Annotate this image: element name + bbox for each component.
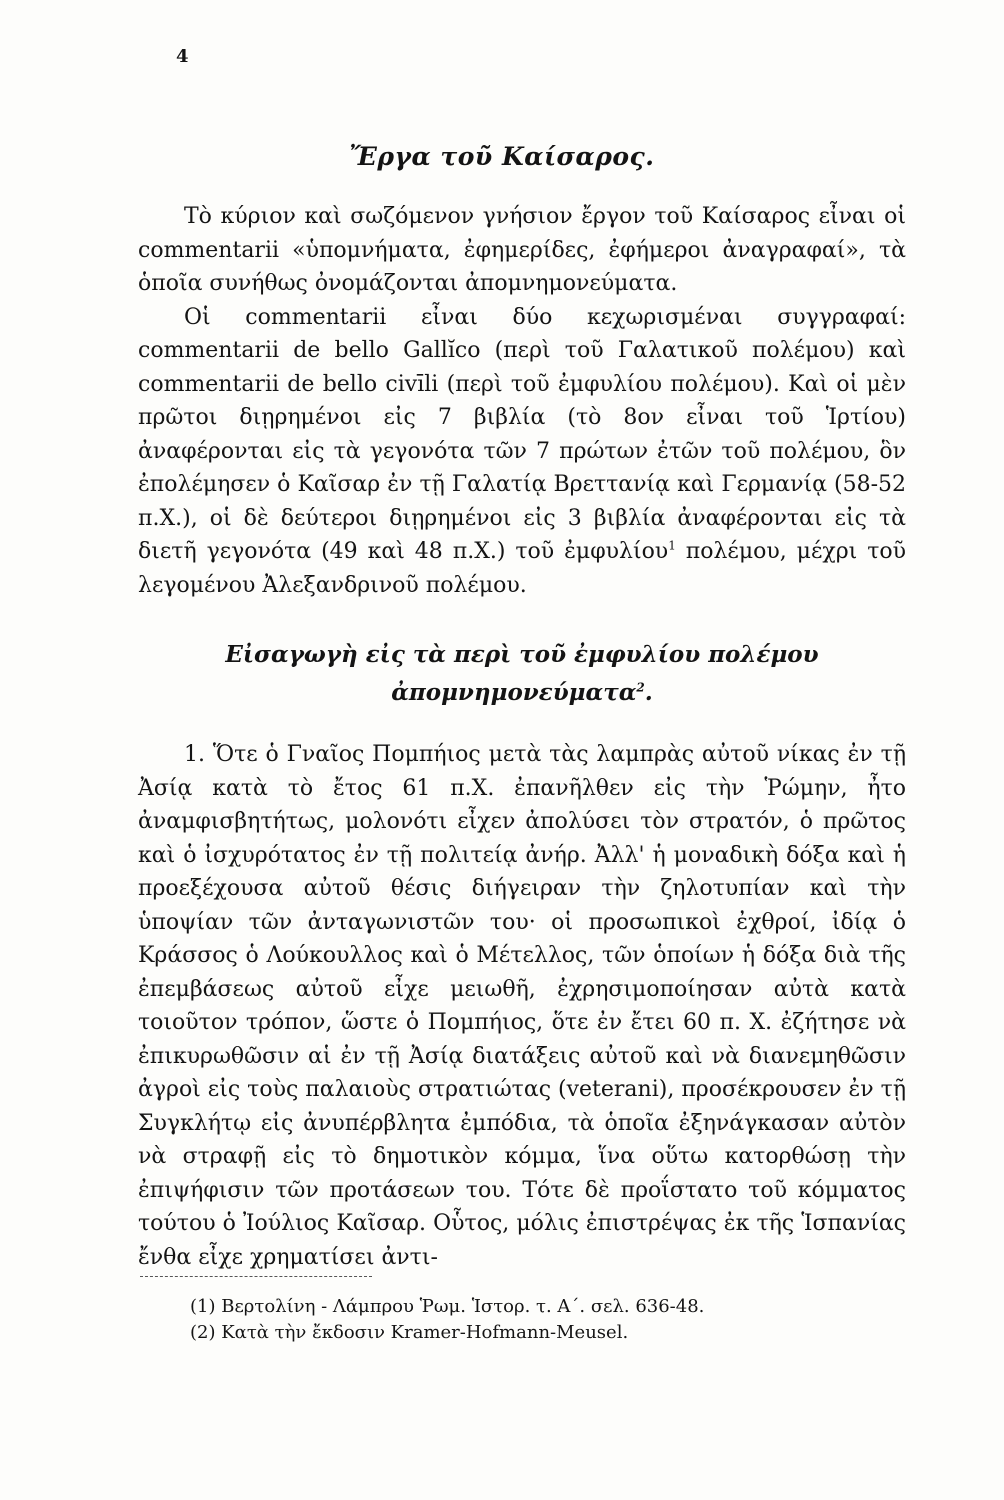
intro-paragraph-2-end: πολέμου, μέχρι τοῦ λεγομένου Ἀλεξανδρινοῦ πολέμου. [138,539,906,598]
footnote-mark-2: 2 [636,680,645,695]
footnote-mark-1: 1 [668,538,676,553]
section-body [138,738,906,1274]
intro-section [138,200,906,602]
paragraph-number: 1. [184,742,205,767]
page-number: 4 [176,46,189,67]
footnotes [190,1294,704,1346]
footnote-1-text: Βερτολίνη - Λάμπρου Ῥωμ. Ἱστορ. τ. Α΄. σελ. 636-48. [221,1296,705,1317]
footnote-2-text: Κατὰ τὴν ἔκδοσιν Kramer-Hofmann-Meusel. [221,1322,629,1343]
section-paragraph-1-text: Ὅτε ὁ Γναῖος Πομπήιος μετὰ τὰς λαμπρὰς αὐτοῦ νίκας ἐν τῇ Ἀσίᾳ κατὰ τὸ ἔτος 61 π.Χ. ἐπανῆλθεν εἰς τὴν Ῥώμην, ἦτο ἀναμφισβητήτως, μολονότι εἶχεν ἀπολύσει τὸν στρατόν, ὁ πρῶτος καὶ ὁ ἰσχυρότατος ἐν τῇ πολιτείᾳ ἀνήρ. Ἀλλ' ἡ μοναδικὴ δόξα καὶ ἡ προεξέχουσα αὐτοῦ θέσις διήγειραν τὴν ζηλοτυπίαν καὶ τὴν ὑποψίαν τῶν ἀνταγωνιστῶν του· οἱ προσωπικοὶ ἐχθροί, ἰδίᾳ ὁ Κράσσος ὁ Λούκουλλος καὶ ὁ Μέτελλος, τῶν ὁποίων ἡ δόξα διὰ τῆς ἐπεμβάσεως αὐτοῦ εἶχε μειωθῆ, ἐχρησιμοποίησαν αὐτὰ κατὰ τοιοῦτον τρόπον, ὥστε ὁ Πομπήιος, ὅτε ἐν ἔτει 60 π. Χ. ἐζήτησε νὰ ἐπικυρωθῶσιν αἱ ἐν τῇ Ἀσίᾳ διατάξεις αὐτοῦ καὶ νὰ διανεμηθῶσιν ἀγροὶ εἰς τοὺς παλαιοὺς στρατιώτας (veterani), προσέκρουσεν ἐν τῇ Συγκλήτῳ εἰς ἀνυπέρβλητα ἐμπόδια, τὰ ὁποῖα ἐξηνάγκασαν αὐτὸν νὰ στραφῇ εἰς τὸ δημοτικὸν κόμμα, ἵνα οὕτω κατορθώσῃ τὴν ἐπιψήφισιν τῶν προτάσεων του. Τότε δὲ προΐστατο τοῦ κόμματος τούτου ὁ Ἰούλιος Καῖσαρ. Οὗτος, μόλις ἐπιστρέψας ἐκ τῆς Ἱσπανίας ἔνθα εἶχε χρηματίσει ἀντι- [138,742,906,1270]
intro-paragraph-1: Τὸ κύριον καὶ σωζόμενον γνήσιον ἔργον τοῦ Καίσαρος εἶναι οἱ commentarii «ὑπομνήματα, ἐφημερίδες, ἐφήμεροι ἀναγραφαί», τὰ ὁποῖα συνήθως ὀνομάζονται ἀπομνημονεύματα. [138,204,906,296]
footnote-divider [140,1276,372,1277]
footnote-1-mark: (1) [190,1296,216,1317]
footnote-2-mark: (2) [190,1322,216,1343]
section-paragraph-1 [138,738,906,1274]
footnote-2 [190,1320,704,1346]
section-heading-text: Εἰσαγωγὴ εἰς τὰ περὶ τοῦ ἐμφυλίου πολέμου ἀπομνημονεύματα [225,641,819,706]
section-heading: Εἰσαγωγὴ εἰς τὰ περὶ τοῦ ἐμφυλίου πολέμου ἀπομνημονεύματα$^2$. [225,641,819,706]
footnote-1 [190,1294,704,1320]
intro-paragraph-2 [138,301,906,603]
intro-paragraph-2-text: Οἱ commentarii εἶναι δύο κεχωρισμέναι συγγραφαί: commentarii de bello Gallĭco (περὶ τοῦ Γαλατικοῦ πολέμου) καὶ commentarii de bello civīli (περὶ τοῦ ἐμφυλίου πολέμου). Καὶ οἱ μὲν πρῶτοι διῃρημένοι εἰς 7 βιβλία (τὸ 8ον εἶναι τοῦ Ἱρτίου) ἀναφέρονται εἰς τὰ γεγονότα τῶν 7 πρώτων ἐτῶν τοῦ πολέμου, ὃν ἐπολέμησεν ὁ Καῖσαρ ἐν τῇ Γαλατίᾳ Βρεττανίᾳ καὶ Γερμανίᾳ (58-52 π.Χ.), οἱ δὲ δεύτεροι διῃρημένοι εἰς 3 βιβλία ἀναφέρονται εἰς τὰ διετῆ γεγονότα (49 καὶ 48 π.Χ.) τοῦ ἐμφυλίου [138,304,906,564]
page-title: Ἔργα τοῦ Καίσαρος. [349,142,655,171]
